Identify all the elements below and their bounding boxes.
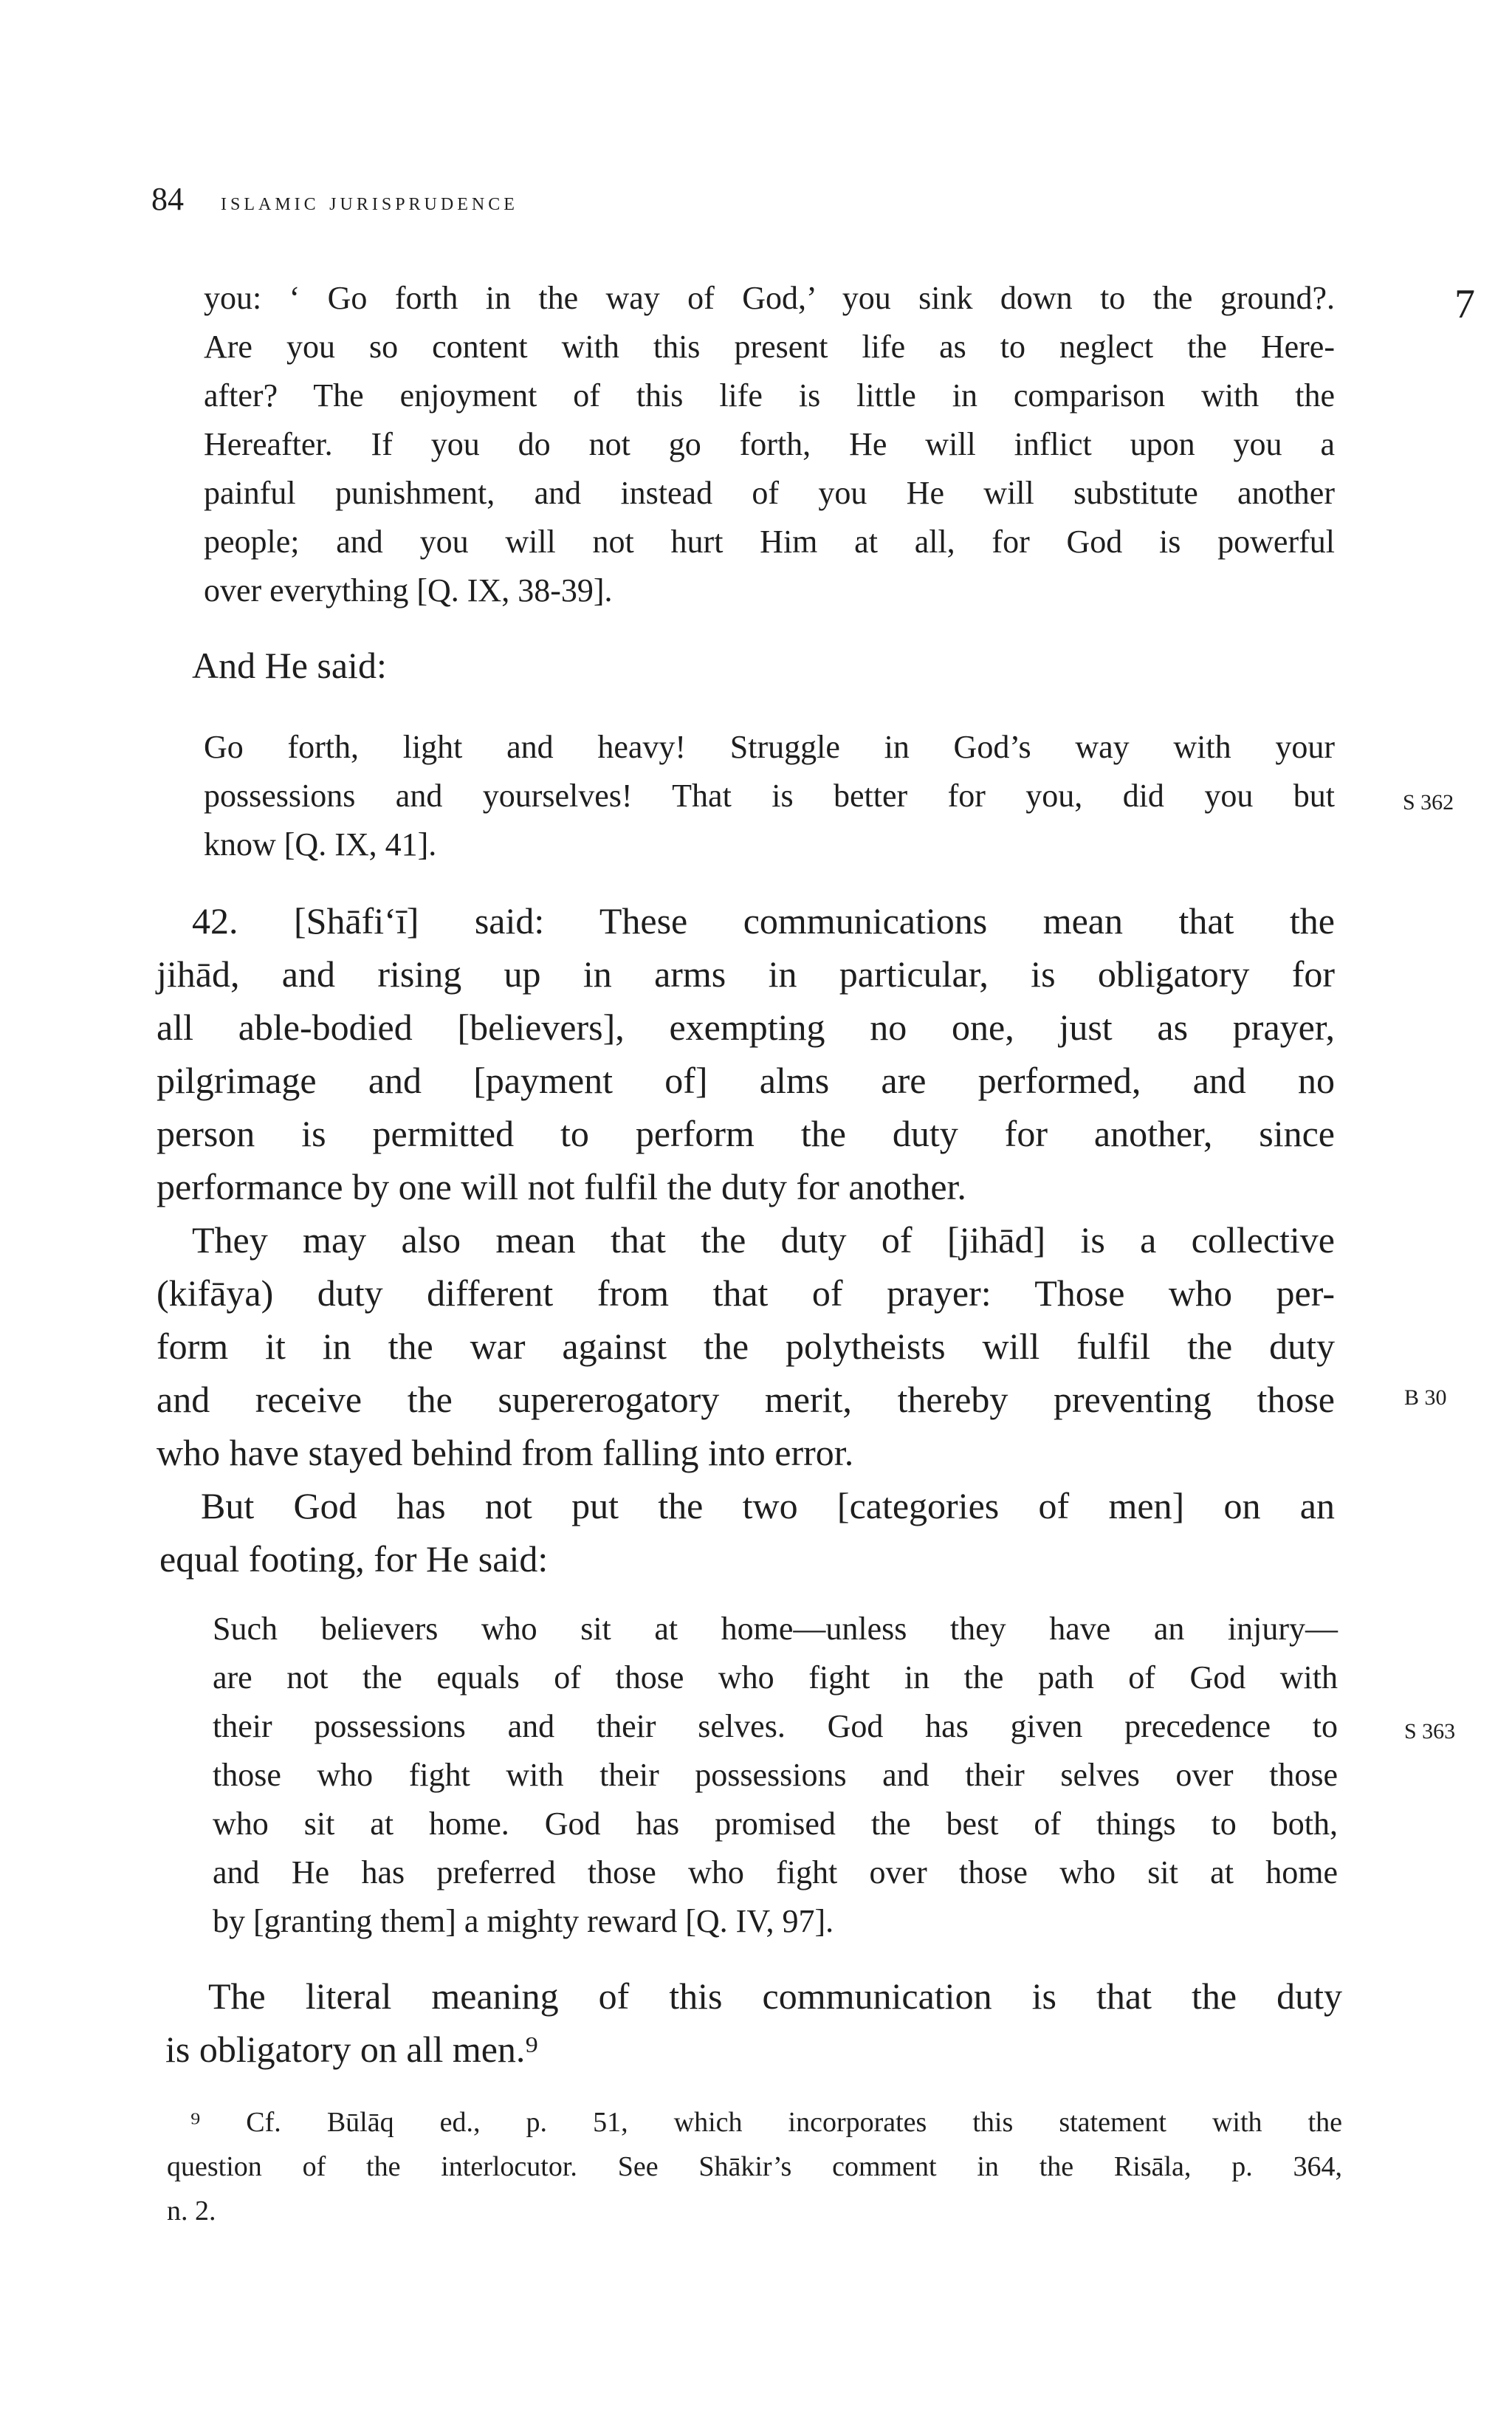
para42-line-6: performance by one will not fulfil the duty for another. <box>157 1166 966 1207</box>
para42-line-2: jihād, and rising up in arms in particular, is obligatory for <box>157 953 1335 995</box>
quote3-line-2: are not the equals of those who fight in the path of God with <box>213 1659 1338 1696</box>
para42-line-5: person is permitted to perform the duty for another, since <box>157 1113 1335 1154</box>
quote1-line-6: people; and you will not hurt Him at all, for God is powerful <box>204 524 1335 560</box>
page-number: 84 <box>151 181 184 217</box>
quote1-line-5: painful punishment, and instead of you He will substitute another <box>204 475 1335 511</box>
para-literal-line-2: is obligatory on all men.⁹ <box>165 2029 538 2070</box>
quote2-line-3: know [Q. IX, 41]. <box>204 826 437 863</box>
running-title: islamic jurisprudence <box>221 188 518 216</box>
quote3-line-7: by [granting them] a mighty reward [Q. IV, 97]. <box>213 1903 834 1939</box>
para-they-line-3: form it in the war against the polytheists will fulfil the duty <box>157 1326 1335 1367</box>
para42-line-3: all able-bodied [believers], exempting no one, just as prayer, <box>157 1007 1335 1048</box>
para-they-line-5: who have stayed behind from falling into error. <box>157 1432 854 1473</box>
quote1-line-2: Are you so content with this present life as to neglect the Here- <box>204 329 1335 365</box>
para-but-line-1: But God has not put the two [categories of men] on an <box>201 1485 1335 1526</box>
quote3-line-1: Such believers who sit at home—unless they have an injury— <box>213 1611 1338 1647</box>
quote1-line-7: over everything [Q. IX, 38-39]. <box>204 572 613 608</box>
para42-line-1: 42. [Shāfi‘ī] said: These communications mean that the <box>192 900 1335 942</box>
running-head <box>151 180 518 224</box>
quote1-line-3: after? The enjoyment of this life is little in comparison with the <box>204 377 1335 414</box>
footnote-line-3: n. 2. <box>167 2195 216 2226</box>
margin-ref-s362: S 362 <box>1403 790 1454 815</box>
quote3-line-4: those who fight with their possessions and their selves over those <box>213 1757 1338 1793</box>
quote2-line-2: possessions and yourselves! That is better for you, did you but <box>204 778 1335 814</box>
margin-mark-7: 7 <box>1454 281 1475 327</box>
quote1-line-1: you: ‘ Go forth in the way of God,’ you sink down to the ground?. <box>204 280 1335 316</box>
quote3-line-5: who sit at home. God has promised the best of things to both, <box>213 1806 1338 1842</box>
para-they-line-4: and receive the supererogatory merit, thereby preventing those <box>157 1379 1335 1420</box>
para-literal-line-1: The literal meaning of this communication is that the duty <box>208 1975 1342 2017</box>
para-they-line-2: (kifāya) duty different from that of prayer: Those who per- <box>157 1272 1335 1314</box>
quote1-line-4: Hereafter. If you do not go forth, He will inflict upon you a <box>204 426 1335 462</box>
and-he-said: And He said: <box>192 645 387 686</box>
margin-ref-s363: S 363 <box>1404 1719 1456 1744</box>
para-they-line-1: They may also mean that the duty of [jihād] is a collective <box>192 1219 1335 1261</box>
quote2-line-1: Go forth, light and heavy! Struggle in God’s way with your <box>204 729 1335 765</box>
margin-ref-b30: B 30 <box>1404 1385 1447 1410</box>
quote3-line-6: and He has preferred those who fight over those who sit at home <box>213 1854 1338 1890</box>
footnote-line-2: question of the interlocutor. See Shākir’s comment in the Risāla, p. 364, <box>167 2151 1342 2182</box>
footnote-line-1: ⁹ Cf. Būlāq ed., p. 51, which incorporates this statement with the <box>190 2107 1342 2138</box>
quote3-line-3: their possessions and their selves. God has given precedence to <box>213 1708 1338 1744</box>
para42-line-4: pilgrimage and [payment of] alms are performed, and no <box>157 1060 1335 1101</box>
para-but-line-2: equal footing, for He said: <box>159 1538 549 1580</box>
